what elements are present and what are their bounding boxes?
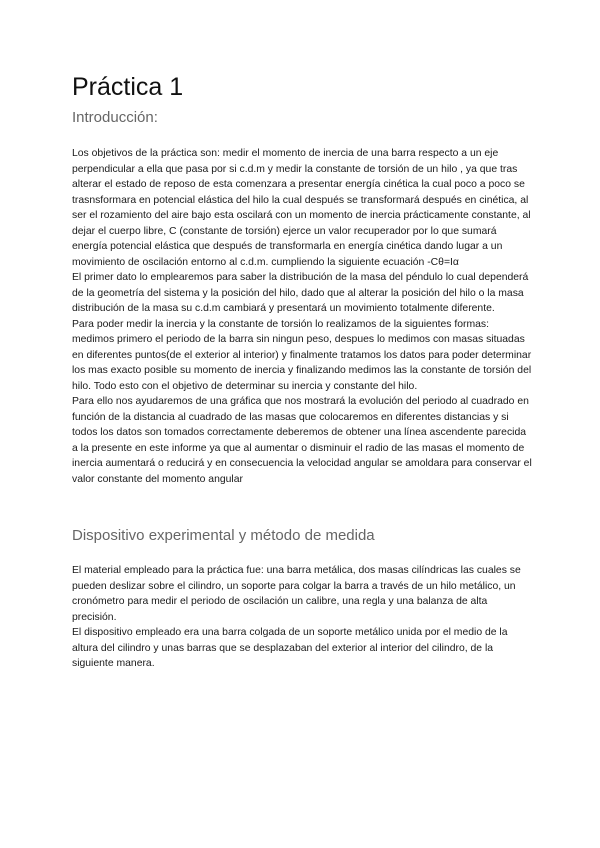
page-title: Práctica 1 [72, 73, 184, 101]
paragraph: Para poder medir la inercia y la constante de torsión lo realizamos de la siguientes formas: medimos primero el periodo de la barra sin ningun peso, despues lo medimos con masas situadas en diferentes puntos(de el exterior al interior) y finalmente tratamos los datos para poder determinar los mas exacto posible su momento de inercia y finalizando medimos las la constante de torsión del hilo. Todo esto con el objetivo de determinar su inercia y constante del hilo. [72, 318, 532, 392]
paragraph: El primer dato lo emplearemos para saber la distribución de la masa del péndulo lo cual dependerá de la geometría del sistema y la posición del hilo, dado que al alterar la posición del hilo o la masa distribución de la masa su c.d.m cambiará y presentará un movimiento totalmente diferente. [72, 272, 529, 314]
section-heading-dispositivo: Dispositivo experimental y método de medida [72, 527, 375, 544]
paragraph: Para ello nos ayudaremos de una gráfica que nos mostrará la evolución del periodo al cuadrado en función de la distancia al cuadrado de las masas que colocaremos en diferentes distancias y si todos los datos son tomados correctamente deberemos de obtener una línea ascendente parecida a la presente en este informe ya que al aumentar o disminuir el radio de las masas el momento de inercia aumentará o reducirá y en consecuencia la velocidad angular se amoldara para conservar el valor constante del momento angular [72, 396, 532, 485]
paragraph: El dispositivo empleado era una barra colgada de un soporte metálico unida por el medio de la altura del cilindro y unas barras que se desplazaban del exterior al interior del cilindro, de la siguiente manera. [72, 627, 508, 669]
section-heading-introduccion: Introducción: [72, 109, 158, 126]
section-body-introduccion [72, 146, 532, 487]
paragraph: Los objetivos de la práctica son: medir el momento de inercia de una barra respecto a un eje perpendicular a ella que pasa por si c.d.m y medir la constante de torsión de un hilo , ya que tras alterar el estado de reposo de esta comenzara a presentar energía cinética la cual poco a poco se trasnsformara en potencial elástica del hilo la cual después se transformará después en cinética, al ser el rozamiento del aire bajo esta oscilará con un momento de inercia prácticamente constante, al dejar el cuerpo libre, C (constante de torsión) ejerce un valor recuperador por lo que sumará energía potencial elástica que después de transformarla en energía cinética dando lugar a un movimiento de oscilación entorno al c.d.m. cumpliendo la siguiente ecuación -Cθ=Iα [72, 148, 531, 268]
section-body-dispositivo [72, 563, 532, 672]
paragraph: El material empleado para la práctica fue: una barra metálica, dos masas cilíndricas las cuales se pueden deslizar sobre el cilindro, un soporte para colgar la barra a través de un hilo metálico, un cronómetro para medir el periodo de oscilación un calibre, una regla y una balanza de alta precisión. [72, 565, 521, 623]
